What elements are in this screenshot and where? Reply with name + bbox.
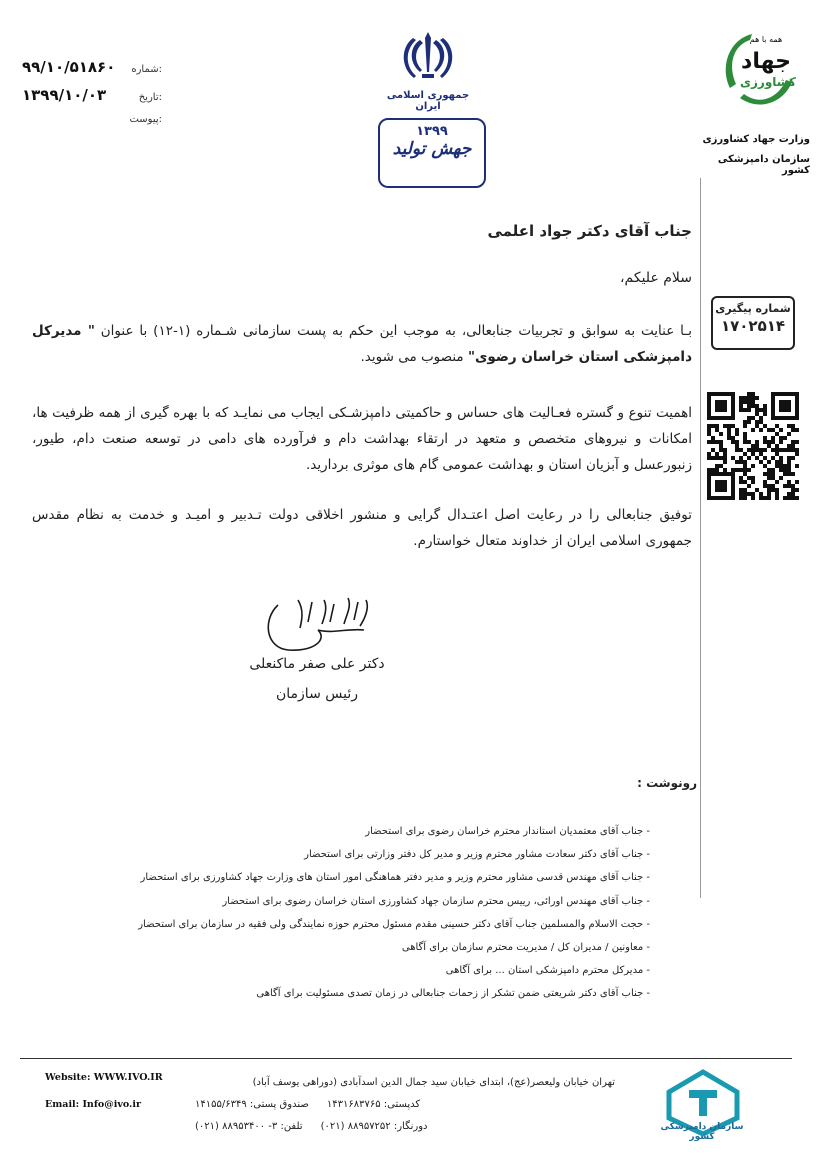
letter-number: ۹۹/۱۰/۵۱۸۶۰ — [22, 58, 116, 76]
cc-item: - جناب آقای مهندس اورائی، رییس محترم سازمان جهاد کشاورزی استان خراسان رضوی برای استحضار — [130, 890, 650, 913]
footer-row-phone — [195, 1121, 615, 1132]
footer-website[interactable]: Website: WWW.IVO.IR — [45, 1072, 163, 1083]
cc-item: - جناب آقای دکتر شریعتی ضمن تشکر از زحمات جنابعالی در زمان تصدی مسئولیت برای آگاهی — [130, 982, 650, 1005]
qr-code — [707, 392, 799, 500]
logo-top-text: همه با هم — [749, 35, 783, 44]
footer-postal-code: کدپستی: ۱۴۳۱۶۸۳۷۶۵ — [326, 1099, 421, 1110]
appointment-end: منصوب می شوید. — [360, 349, 464, 365]
logo-sub-text: کشاورزی — [740, 75, 796, 89]
jahad-logo-icon — [720, 28, 800, 124]
ministry-name: وزارت جهاد کشاورزی — [702, 134, 810, 145]
footer-row-postal — [195, 1099, 615, 1110]
footer-email[interactable]: Email: Info@ivo.ir — [45, 1099, 141, 1110]
cc-item: - جناب آقای دکتر سعادت مشاور محترم وزیر و مدیر کل دفتر وزارتی برای استحضار — [130, 843, 650, 866]
slogan-text: جهش تولید — [392, 139, 472, 159]
footer-fax: دورنگار: ۸۸۹۵۷۲۵۲ (۰۲۱) — [320, 1121, 428, 1132]
footer-divider — [20, 1058, 792, 1059]
iran-emblem — [383, 28, 473, 112]
greeting: سلام علیکم، — [620, 270, 692, 286]
jahad-logo — [720, 28, 800, 128]
cc-item: - حجت الاسلام والمسلمین جناب آقای دکتر حسینی مقدم مسئول محترم حوزه نمایندگی ولی فقیه در سازمان برای استحضار — [130, 913, 650, 936]
cc-list — [130, 820, 650, 1006]
cc-item: - جناب آقای معتمدیان استاندار محترم خراسان رضوی برای استحضار — [130, 820, 650, 843]
paragraph-appointment — [32, 318, 692, 370]
paragraph-closing: توفیق جنابعالی را در رعایت اصل اعتـدال گرایی و منشور اخلاقی دولت تـدبیر و امیـد و خدمت به نظام مقدس جمهوری اسلامی ایران از خداوند متعال خواستارم. — [32, 507, 692, 549]
footer-org-name: سازمان دامپزشکی کشور — [660, 1122, 744, 1142]
letter-number-label: شماره: — [131, 64, 162, 75]
attachment-label: پیوست: — [129, 114, 162, 125]
margin-divider — [700, 178, 701, 898]
cc-item: - جناب آقای مهندس قدسی مشاور محترم وزیر و مدیر دفتر هماهنگی امور استان های وزارت جهاد کشاورزی برای استحضار — [130, 866, 650, 889]
tracking-number: ۱۷۰۲۵۱۴ — [720, 317, 786, 335]
footer-phone: تلفن: ۳- ۸۸۹۵۳۴۰۰ (۰۲۱) — [195, 1121, 303, 1132]
signer-title: رئیس سازمان — [276, 686, 358, 702]
organization-name: سازمان دامپزشکی کشور — [717, 154, 810, 176]
letter-date-label: تاریخ: — [138, 92, 162, 103]
year-slogan-box — [378, 118, 486, 188]
paragraph-mission: اهمیت تنوع و گستره فعـالیت های حساس و حاکمیتی دامپزشـکی ایجاب می نمایـد که با بهره گیری از همه ظرفیت ها، امکانات و نیروهای متخصص و متعهد در ارتقاء بهداشت دام و فرآورده های دامی در توسعه صنعت دام، طیور، زنبورعسل و آبزیان استان و بهداشت عمومی گام های موثری بردارید. — [32, 405, 692, 473]
logo-main-text: جهاد — [741, 49, 791, 74]
tracking-label: شماره پیگیری — [715, 302, 791, 315]
country-name: جمهوری اسلامی ایران — [386, 90, 470, 112]
emblem-icon — [398, 28, 458, 86]
recipient: جناب آقای دکتر جواد اعلمی — [487, 222, 692, 240]
cc-title: رونوشت : — [637, 776, 697, 790]
letter-meta — [22, 58, 162, 142]
cc-item: - معاونین / مدیران کل / مدیریت محترم سازمان برای آگاهی — [130, 936, 650, 959]
signer-name: دکتر علی صفر ماکنعلی — [249, 656, 385, 672]
letter-date: ۱۳۹۹/۱۰/۰۳ — [22, 86, 107, 104]
appointment-title: " مدیرکل دامپزشکی استان خراسان رضوی" — [32, 323, 692, 365]
cc-item: - مدیرکل محترم دامپزشکی استان ... برای آگاهی — [130, 959, 650, 982]
tracking-box — [711, 296, 795, 350]
handwritten-signature — [258, 590, 378, 660]
footer-po-box: صندوق پستی: ۱۴۱۵۵/۶۳۴۹ — [195, 1099, 309, 1110]
slogan-year: ۱۳۹۹ — [416, 124, 448, 139]
footer-address: تهران خیابان ولیعصر(عج)، ابتدای خیابان سید جمال الدین اسدآبادی (دوراهی یوسف آباد) — [252, 1077, 615, 1088]
appointment-text: بـا عنایت به سوابق و تجربیات جنابعالی، به موجب این حکم به پست سازمانی شـماره (۱-۱۲) با عنوان — [100, 323, 692, 339]
